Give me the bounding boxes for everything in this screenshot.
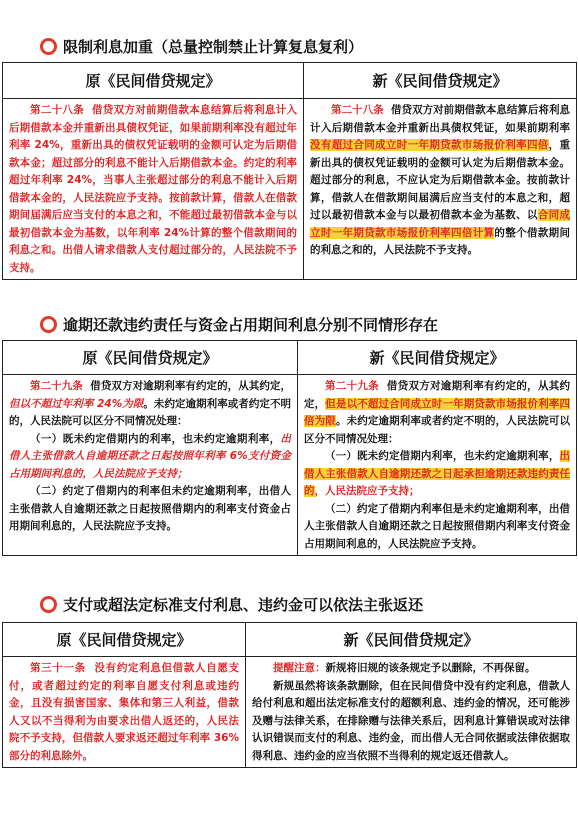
old-article-31-number: 第三十一条 (30, 662, 86, 674)
old-rule-header: 原《民间借贷规定》 (3, 623, 246, 657)
new-article-29-text-1: 借贷双方对逾期利率有约定的，从其约定， (304, 380, 571, 410)
new-article-28-text-1: 借贷双方对前期借款本息结算后将利息计入后期借款本金并重新出具债权凭证，如果前期利率 (310, 104, 571, 134)
bullet-icon (40, 596, 57, 613)
old-article-28-number: 第二十八条 (30, 104, 85, 116)
new-rule-note (246, 657, 577, 768)
old-article-29-item-1-red: 出借人主张借款人自逾期还款之日起按照年利率 6%支付资金占用期间利息的，人民法院应予支持； (9, 432, 291, 480)
new-article-29-item-1-red: ，人民法院应予支持； (314, 485, 420, 497)
new-article-29-item-2: （二）约定了借期内利率但是未约定逾期利率，出借人主张借款人自逾期还款之日起按照借期内利率支付资金占用期间利息的，人民法院应予支持。 (304, 502, 570, 550)
new-rule-header: 新《民间借贷规定》 (304, 63, 577, 99)
comparison-table-1 (2, 62, 577, 280)
section-1-title (40, 34, 363, 58)
bullet-icon (40, 316, 57, 333)
section-1-title-text: 限制利息加重（总量控制禁止计算复息复利） (63, 37, 364, 56)
new-article-29 (298, 375, 577, 556)
new-article-28-text-2: ，重新出具的债权凭证载明的金额可认定为后期借款本金。超过部分的利息，不应认定为后期借款本金。按前款计算，借款人在借款期间届满后应当支付的本息之和，超过以最初借款本金与以最初借款本金为基数、以 (310, 139, 571, 221)
new-article-28-highlight-1: 没有超过合同成立时一年期贷款市场报价利率四倍 (310, 139, 549, 151)
old-article-29-text-1: 借贷双方对逾期利率有约定的，从其约定， (90, 380, 292, 392)
new-article-28-number: 第二十八条 (331, 104, 384, 116)
new-rule-header: 新《民间借贷规定》 (298, 341, 577, 375)
comparison-table-2 (2, 340, 577, 556)
new-article-29-item-1a: （一）既未约定借期内利率，也未约定逾期利率， (325, 450, 560, 462)
new-rule-header: 新《民间借贷规定》 (246, 623, 577, 657)
section-3-title (40, 592, 423, 616)
new-article-29-number: 第二十九条 (325, 380, 379, 392)
new-rule-explanation: 新规虽然将该条款删除，但在民间借贷中没有约定利息，借款人给付利息和超出法定标准支付的超额利息、违约金的情况，还可能涉及赠与法律关系，在排除赠与法律关系后，因利息计算错误或对法律认识错误而支付的利息、违约金，而出借人无合同依据或法律依据取得利息、违约金的应当依照不当得利的规定返还借款人。 (252, 679, 570, 762)
old-article-31 (3, 657, 246, 768)
new-article-29-item-1-highlight: 出借人主张借款人自逾期还款之日起承担逾期还款违约责任的 (304, 450, 570, 497)
old-article-29-item-1a: （一）既未约定借期内的利率，也未约定逾期利率， (30, 432, 281, 445)
new-article-29-text-2: 。未约定逾期利率或者约定不明的，人民法院可以区分不同情况处理： (304, 415, 570, 445)
reminder-text: 新规将旧规的该条规定予以删除，不再保留。 (325, 662, 536, 674)
old-article-29 (3, 375, 298, 556)
old-article-29-red-1: 但以不超过年利率 24%为限 (9, 397, 144, 410)
old-rule-header: 原《民间借贷规定》 (3, 341, 298, 375)
section-2-title-text: 逾期还款违约责任与资金占用期间利息分别不同情形存在 (63, 315, 439, 334)
bullet-icon (40, 38, 57, 55)
reminder-label: 提醒注意： (273, 662, 326, 674)
section-3-title-text: 支付或超法定标准支付利息、违约金可以依法主张返还 (63, 595, 424, 614)
new-article-28-text-3: 的整个借款期间的利息之和的，人民法院不予支持。 (310, 226, 571, 256)
old-article-29-number: 第二十九条 (30, 380, 83, 392)
comparison-table-3 (2, 622, 577, 768)
section-2-title (40, 312, 438, 336)
new-article-28 (304, 99, 577, 280)
new-article-28-highlight-2: 合同成立时一年期贷款市场报价利率四倍计算 (310, 209, 571, 239)
old-article-28 (3, 99, 304, 280)
old-article-29-item-2: （二）约定了借期内的利率但未约定逾期利率，出借人主张借款人自逾期还款之日起按照借期内的利率支付资金占用期间利息的，人民法院应予支持。 (9, 485, 291, 532)
old-article-29-text-2: 。未约定逾期利率或者约定不明的，人民法院可以区分不同情况处理： (9, 397, 292, 427)
old-article-28-text: 借贷双方对前期借款本息结算后将利息计入后期借款本金并重新出具债权凭证，如果前期利率没有超过年利率 24%，重新出具的债权凭证载明的金额可认定为后期借款本金；超过部分的利息不能计入后期借款本金。约定的利率超过年利率 24%，当事人主张超过部分的利息不能计入后期借款本金的，人民法院应予支持。按前款计算，借款人在借款期间届满后应当支付的本息之和，不能超过最初借款本金与以最初借款本金为基数，以年利率 24%计算的整个借款期间的利息之和。出借人请求借款人支付超过部分的，人民法院不予支持。 (9, 104, 298, 274)
old-article-31-text: 没有约定利息但借款人自愿支付，或者超过约定的利率自愿支付利息或违约金，且没有损害国家、集体和第三人利益，借款人又以不当得利为由要求出借人返还的，人民法院不予支持，但借款人要求返还超过年利率 36%部分的利息除外。 (9, 662, 240, 762)
old-rule-header: 原《民间借贷规定》 (3, 63, 304, 99)
new-article-29-highlight-1: 但是以不超过合同成立时一年期贷款市场报价利率四倍为限 (304, 397, 571, 427)
